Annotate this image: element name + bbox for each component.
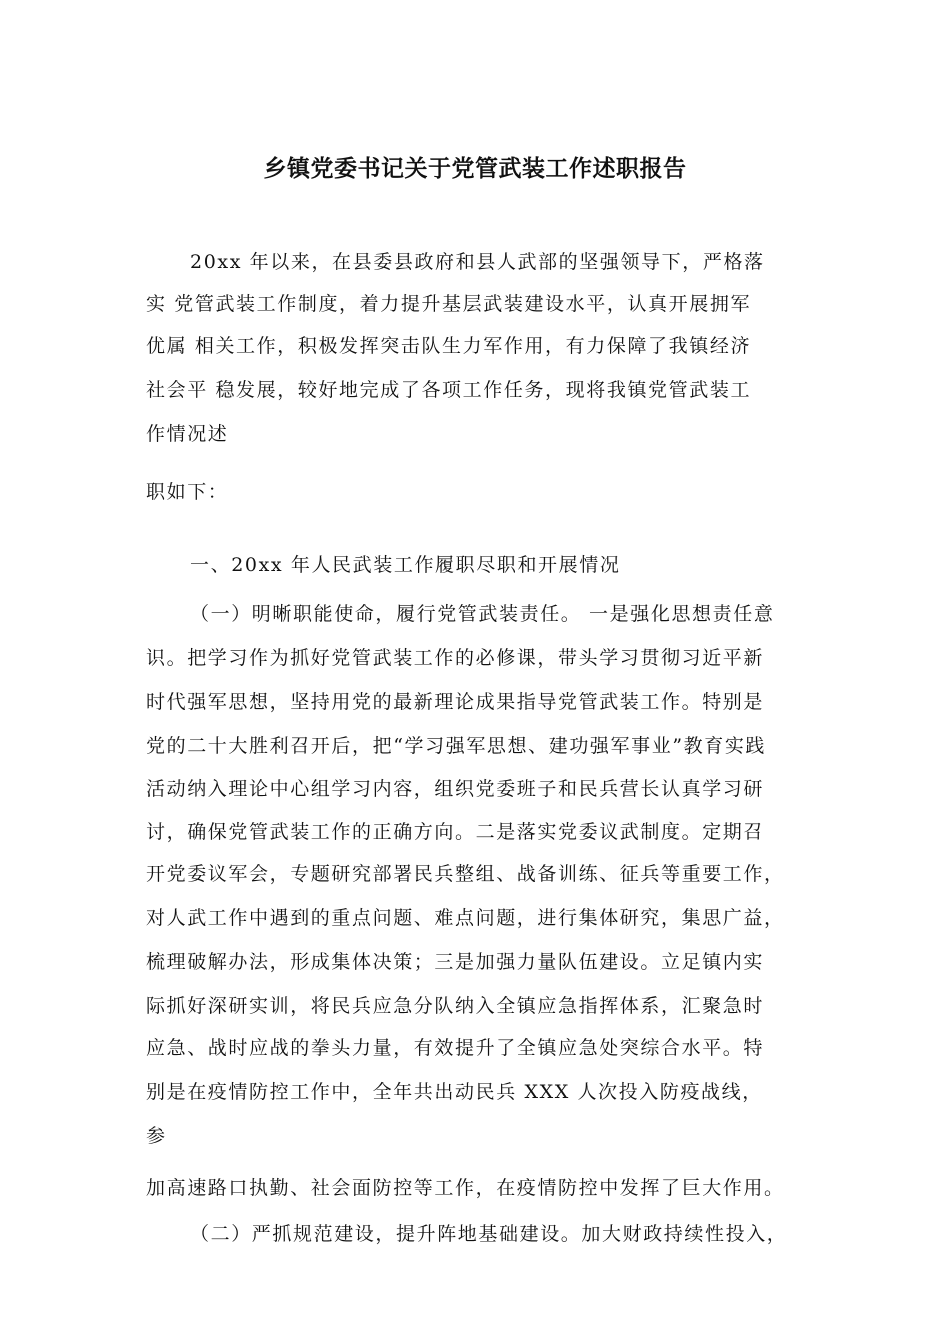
section1-line: 党的二十大胜利召开后，把“学习强军思想、建功强军事业”教育实践: [146, 735, 767, 757]
document-title: 乡镇党委书记关于党管武装工作述职报告: [263, 156, 687, 182]
intro-line: 作情况述: [146, 423, 229, 445]
section1-line: 识。把学习作为抓好党管武装工作的必修课，带头学习贯彻习近平新: [146, 647, 765, 669]
section1-tail-line: 加高速路口执勤、社会面防控等工作，在疫情防控中发挥了巨大作用。: [146, 1177, 785, 1199]
section1-line: 别是在疫情防控工作中，全年共出动民兵 XXX 人次投入防疫战线，: [146, 1081, 763, 1103]
section2-line: （二）严抓规范建设，提升阵地基础建设。加大财政持续性投入，: [190, 1223, 788, 1245]
section1-line: 活动纳入理论中心组学习内容，组织党委班子和民兵营长认真学习研: [146, 778, 765, 800]
section1-line: 时代强军思想，坚持用党的最新理论成果指导党管武装工作。特别是: [146, 691, 765, 713]
section1-line: 应急、战时应战的拳头力量，有效提升了全镇应急处突综合水平。特: [146, 1037, 765, 1059]
section1-line: （一）明晰职能使命，履行党管武装责任。 一是强化思想责任意: [190, 603, 775, 625]
section-heading: 一、20xx 年人民武装工作履职尽职和开展情况: [190, 554, 621, 576]
intro-line: 20xx 年以来，在县委县政府和县人武部的坚强领导下，严格落: [190, 251, 765, 273]
intro-line: 实 党管武装工作制度，着力提升基层武装建设水平，认真开展拥军: [146, 293, 752, 315]
section1-line: 对人武工作中遇到的重点问题、难点问题，进行集体研究，集思广益，: [146, 907, 785, 929]
section1-line: 讨，确保党管武装工作的正确方向。二是落实党委议武制度。定期召: [146, 821, 765, 843]
intro-line: 优属 相关工作，积极发挥突击队生力军作用，有力保障了我镇经济: [146, 335, 752, 357]
intro-tail-line: 职如下：: [146, 481, 229, 503]
section1-line: 际抓好深研实训，将民兵应急分队纳入全镇应急指挥体系，汇聚急时: [146, 995, 765, 1017]
section1-line: 梳理破解办法，形成集体决策；三是加强力量队伍建设。立足镇内实: [146, 951, 765, 973]
intro-line: 社会平 稳发展，较好地完成了各项工作任务，现将我镇党管武装工: [146, 379, 752, 401]
section1-line: 开党委议军会，专题研究部署民兵整组、战备训练、征兵等重要工作，: [146, 863, 785, 885]
section1-line: 参: [146, 1125, 167, 1147]
